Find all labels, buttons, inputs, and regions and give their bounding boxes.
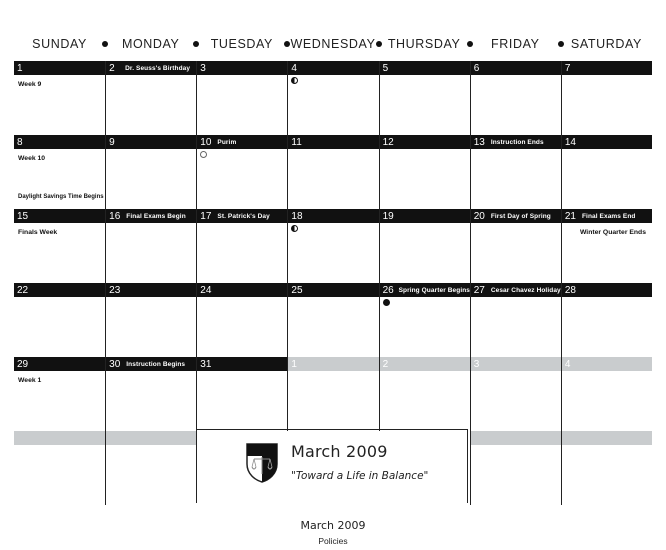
day-header — [562, 209, 652, 223]
day-header — [197, 61, 287, 75]
logo-title: March 2009 — [291, 442, 388, 461]
day-header — [288, 209, 378, 223]
day-number: 21 — [564, 210, 576, 222]
day-note: Week 9 — [18, 81, 42, 88]
day-number: 16 — [109, 210, 121, 222]
blank-header — [106, 431, 196, 445]
calendar-week-row — [14, 357, 652, 431]
weekday-thursday: THURSDAY — [387, 37, 461, 51]
day-event-label: Instruction Begins — [126, 360, 186, 368]
blank-cell — [105, 431, 196, 505]
day-header — [106, 209, 196, 223]
day-event-label: St. Patrick's Day — [217, 212, 270, 220]
blank-cell — [470, 431, 561, 505]
quarter-moon-icon — [291, 225, 298, 232]
bullet-separator — [558, 41, 564, 47]
weekday-tuesday: TUESDAY — [210, 37, 273, 51]
day-header — [471, 357, 561, 371]
day-header — [14, 357, 105, 371]
day-number: 3 — [200, 62, 206, 74]
day-event-label: Final Exams End — [581, 212, 636, 220]
day-cell[interactable] — [14, 283, 105, 357]
day-header — [197, 283, 287, 297]
weekday-header-row — [14, 34, 652, 54]
day-number: 1 — [291, 358, 297, 370]
day-number: 31 — [200, 358, 212, 370]
day-cell[interactable] — [287, 357, 378, 431]
day-header — [380, 135, 470, 149]
day-cell[interactable] — [105, 135, 196, 209]
bullet-separator — [102, 41, 108, 47]
footer-subtitle: Policies — [318, 536, 348, 546]
day-number: 25 — [291, 284, 303, 296]
day-cell[interactable] — [470, 61, 561, 135]
day-cell[interactable] — [379, 209, 470, 283]
day-cell[interactable] — [196, 61, 287, 135]
blank-cell — [561, 431, 652, 505]
day-header — [288, 61, 378, 75]
full-moon-icon — [200, 151, 207, 158]
day-cell[interactable] — [196, 283, 287, 357]
day-header — [14, 61, 105, 75]
day-header — [106, 61, 196, 75]
day-header — [471, 209, 561, 223]
weekday-sunday: SUNDAY — [32, 37, 87, 51]
bullet-separator — [467, 41, 473, 47]
day-cell[interactable] — [196, 135, 287, 209]
day-header — [14, 283, 105, 297]
day-cell[interactable] — [14, 209, 105, 283]
day-cell[interactable] — [14, 357, 105, 431]
day-number: 17 — [200, 210, 212, 222]
calendar-week-row — [14, 283, 652, 357]
day-header — [471, 61, 561, 75]
day-number: 19 — [382, 210, 394, 222]
quarter-moon-icon — [291, 77, 298, 84]
day-header — [197, 209, 287, 223]
footer-title: March 2009 — [300, 519, 366, 532]
weekday-monday: MONDAY — [121, 37, 180, 51]
day-cell[interactable] — [470, 135, 561, 209]
day-header — [380, 357, 470, 371]
day-header — [14, 209, 105, 223]
day-number: 4 — [564, 358, 571, 370]
day-header — [288, 135, 378, 149]
blank-header — [14, 431, 105, 445]
day-number: 10 — [200, 136, 212, 148]
bullet-separator — [193, 41, 199, 47]
day-number: 30 — [109, 358, 121, 370]
day-cell[interactable] — [561, 209, 652, 283]
day-number: 20 — [473, 210, 485, 222]
day-header — [380, 283, 470, 297]
day-header — [380, 61, 470, 75]
day-number: 8 — [17, 136, 23, 148]
day-event-label: Final Exams Begin — [126, 212, 186, 220]
day-cell[interactable] — [379, 135, 470, 209]
day-number: 23 — [109, 284, 121, 296]
day-cell[interactable] — [561, 135, 652, 209]
day-header — [562, 357, 652, 371]
bullet-separator — [376, 41, 382, 47]
day-bottom-note: Daylight Savings Time Begins — [18, 194, 104, 200]
day-cell[interactable] — [287, 283, 378, 357]
day-number: 18 — [291, 210, 303, 222]
day-header — [106, 135, 196, 149]
day-header — [197, 135, 287, 149]
weekday-saturday: SATURDAY — [570, 37, 642, 51]
day-event-label: First Day of Spring — [490, 212, 551, 220]
day-number: 29 — [17, 358, 29, 370]
blank-header — [471, 431, 561, 445]
day-event-label: Instruction Ends — [490, 138, 544, 146]
day-number: 11 — [291, 136, 302, 148]
day-header — [562, 283, 652, 297]
day-cell[interactable] — [105, 283, 196, 357]
day-event-label: Cesar Chavez Holiday — [490, 286, 561, 294]
day-number: 2 — [382, 358, 389, 370]
day-note: Week 10 — [18, 155, 46, 162]
day-number: 7 — [564, 62, 571, 74]
calendar-week-row — [14, 61, 652, 135]
day-cell[interactable] — [470, 209, 561, 283]
new-moon-icon — [383, 299, 390, 306]
day-header — [562, 61, 652, 75]
day-cell[interactable] — [196, 209, 287, 283]
day-header — [288, 283, 378, 297]
day-number: 6 — [473, 62, 480, 74]
day-number: 24 — [200, 284, 212, 296]
day-cell[interactable] — [105, 209, 196, 283]
day-number: 5 — [382, 62, 389, 74]
day-cell[interactable] — [561, 357, 652, 431]
day-event-label: Spring Quarter Begins — [398, 286, 471, 294]
day-cell[interactable] — [14, 61, 105, 135]
day-number: 14 — [564, 136, 576, 148]
day-number: 28 — [564, 284, 576, 296]
day-cell[interactable] — [196, 357, 287, 431]
blank-cell — [14, 431, 105, 505]
day-header — [288, 357, 378, 371]
day-cell[interactable] — [379, 357, 470, 431]
weekday-wednesday: WEDNESDAY — [290, 37, 376, 51]
day-number: 27 — [473, 284, 485, 296]
logo-motto: "Toward a Life in Balance" — [291, 470, 429, 482]
day-header — [471, 283, 561, 297]
day-cell[interactable] — [379, 61, 470, 135]
day-cell[interactable] — [105, 357, 196, 431]
day-header — [471, 135, 561, 149]
day-cell[interactable] — [105, 61, 196, 135]
blank-header — [562, 431, 652, 445]
day-cell[interactable] — [470, 283, 561, 357]
day-number: 22 — [17, 284, 29, 296]
logo-panel — [196, 429, 468, 503]
calendar-week-row — [14, 209, 652, 283]
calendar-week-row — [14, 135, 652, 209]
day-number: 13 — [473, 136, 485, 148]
day-number: 26 — [382, 284, 394, 296]
day-number: 15 — [17, 210, 29, 222]
day-cell[interactable] — [287, 61, 378, 135]
day-header — [197, 357, 287, 371]
day-number: 4 — [291, 62, 297, 74]
day-header — [106, 283, 196, 297]
weekday-friday: FRIDAY — [491, 37, 540, 51]
day-number: 9 — [109, 136, 115, 148]
day-number: 3 — [473, 358, 480, 370]
day-number: 2 — [109, 62, 115, 74]
day-event-label: Dr. Seuss's Birthday — [125, 64, 191, 72]
day-cell[interactable] — [470, 357, 561, 431]
day-number: 12 — [382, 136, 394, 148]
day-header — [14, 135, 105, 149]
bullet-separator — [284, 41, 290, 47]
day-event-label: Purim — [217, 138, 237, 146]
scales-shield-icon — [245, 442, 279, 484]
day-cell[interactable] — [561, 61, 652, 135]
day-note: Week 1 — [18, 377, 42, 384]
day-note: Finals Week — [18, 229, 58, 236]
day-header — [562, 135, 652, 149]
day-cell[interactable] — [379, 283, 470, 357]
day-header — [106, 357, 196, 371]
day-cell[interactable] — [561, 283, 652, 357]
day-cell[interactable] — [287, 135, 378, 209]
day-header — [380, 209, 470, 223]
day-number: 1 — [17, 62, 23, 74]
day-cell[interactable] — [287, 209, 378, 283]
day-note: Winter Quarter Ends — [579, 229, 646, 236]
day-cell[interactable] — [14, 135, 105, 209]
